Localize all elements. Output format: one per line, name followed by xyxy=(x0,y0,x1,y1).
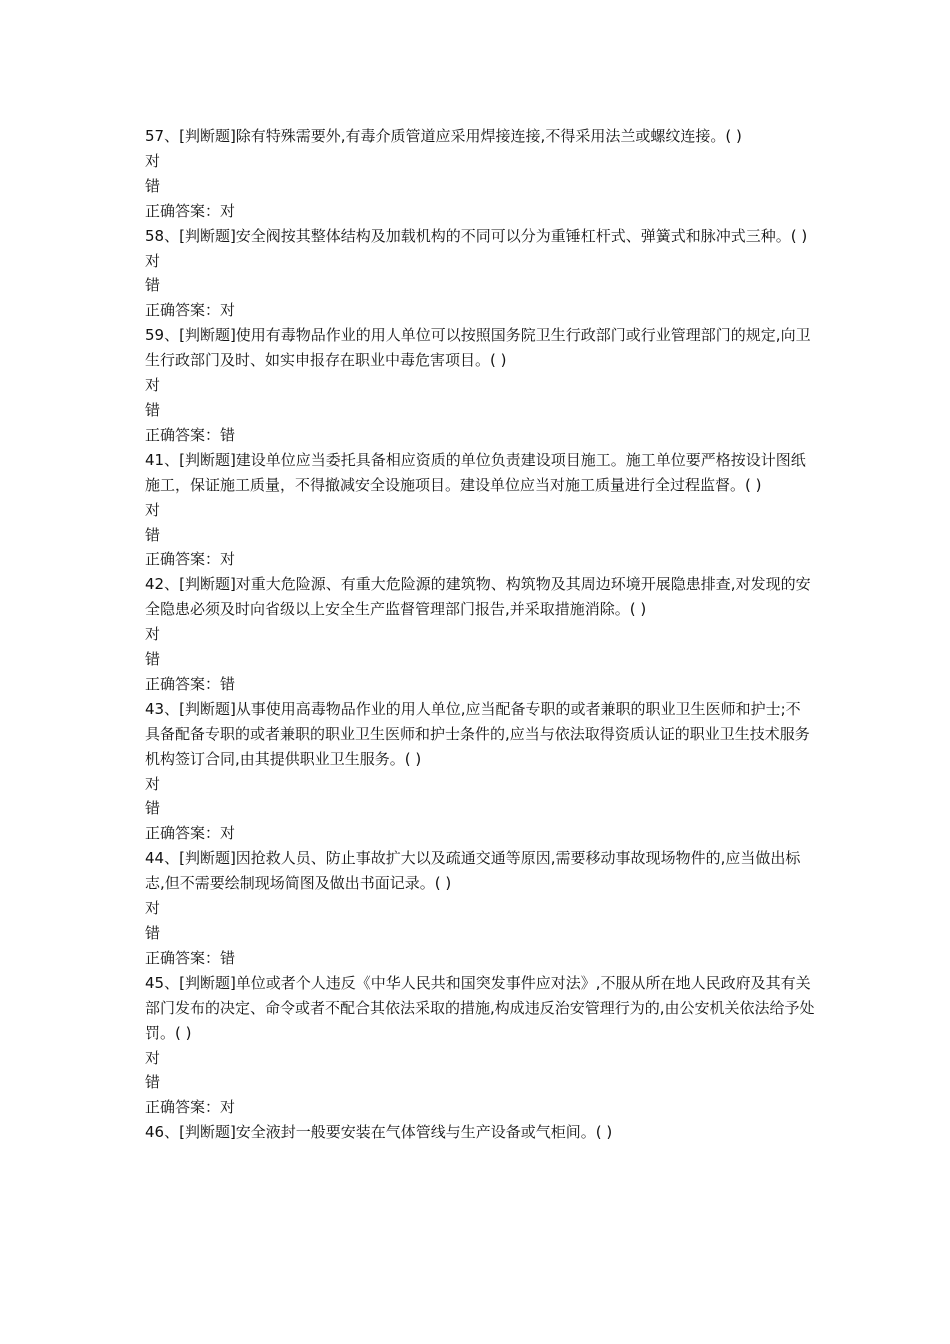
question-44 xyxy=(145,846,815,971)
option-true: 对 xyxy=(145,251,161,270)
question-text: 41、[判断题]建设单位应当委托具备相应资质的单位负责建设项目施工。施工单位要严格按设计图纸施工，保证施工质量，不得撤减安全设施项目。建设单位应当对施工质量进行全过程监督。( ) xyxy=(145,450,806,494)
question-text: 43、[判断题]从事使用高毒物品作业的用人单位,应当配备专职的或者兼职的职业卫生医师和护士;不具备配备专职的或者兼职的职业卫生医师和护士条件的,应当与依法取得资质认证的职业卫生技术服务机构签订合同,由其提供职业卫生服务。( ) xyxy=(145,699,810,768)
correct-answer: 正确答案：对 xyxy=(145,1098,236,1117)
option-true: 对 xyxy=(145,376,161,395)
option-true: 对 xyxy=(145,1048,161,1067)
correct-answer: 正确答案：对 xyxy=(145,824,236,843)
question-58 xyxy=(145,224,815,324)
option-true: 对 xyxy=(145,500,161,519)
document-page xyxy=(145,124,815,1145)
correct-answer: 正确答案：错 xyxy=(145,948,236,967)
option-false: 错 xyxy=(145,650,161,669)
option-true: 对 xyxy=(145,899,161,918)
option-false: 错 xyxy=(145,1073,161,1092)
option-false: 错 xyxy=(145,525,161,544)
option-true: 对 xyxy=(145,151,161,170)
question-text: 58、[判断题]安全阀按其整体结构及加载机构的不同可以分为重锤杠杆式、弹簧式和脉冲式三种。( ) xyxy=(145,226,808,245)
question-text: 44、[判断题]因抢救人员、防止事故扩大以及疏通交通等原因,需要移动事故现场物件的,应当做出标志,但不需要绘制现场简图及做出书面记录。( ) xyxy=(145,849,801,893)
option-false: 错 xyxy=(145,176,161,195)
correct-answer: 正确答案：错 xyxy=(145,674,236,693)
question-text: 57、[判断题]除有特殊需要外,有毒介质管道应采用焊接连接,不得采用法兰或螺纹连接。( ) xyxy=(145,127,742,145)
correct-answer: 正确答案：对 xyxy=(145,550,236,569)
question-text: 45、[判断题]单位或者个人违反《中华人民共和国突发事件应对法》,不服从所在地人民政府及其有关部门发布的决定、命令或者不配合其依法采取的措施,构成违反治安管理行为的,由公安机关依法给予处罚。( ) xyxy=(145,973,815,1042)
option-false: 错 xyxy=(145,276,161,295)
correct-answer: 正确答案：错 xyxy=(145,425,236,444)
option-true: 对 xyxy=(145,625,161,644)
question-text: 42、[判断题]对重大危险源、有重大危险源的建筑物、构筑物及其周边环境开展隐患排查,对发现的安全隐患必须及时向省级以上安全生产监督管理部门报告,并采取措施消除。( ) xyxy=(145,575,811,619)
question-45 xyxy=(145,971,815,1120)
option-false: 错 xyxy=(145,924,161,942)
option-true: 对 xyxy=(145,774,161,793)
question-46 xyxy=(145,1120,815,1145)
correct-answer: 正确答案：对 xyxy=(145,201,236,220)
question-59 xyxy=(145,323,815,448)
question-text: 46、[判断题]安全液封一般要安装在气体管线与生产设备或气柜间。( ) xyxy=(145,1123,613,1142)
option-false: 错 xyxy=(145,400,161,419)
question-42 xyxy=(145,572,815,697)
option-false: 错 xyxy=(145,799,161,818)
question-43 xyxy=(145,697,815,846)
question-text: 59、[判断题]使用有毒物品作业的用人单位可以按照国务院卫生行政部门或行业管理部门的规定,向卫生行政部门及时、如实申报存在职业中毒危害项目。( ) xyxy=(145,326,811,370)
correct-answer: 正确答案：对 xyxy=(145,301,236,320)
question-41 xyxy=(145,448,815,573)
question-57 xyxy=(145,124,815,224)
